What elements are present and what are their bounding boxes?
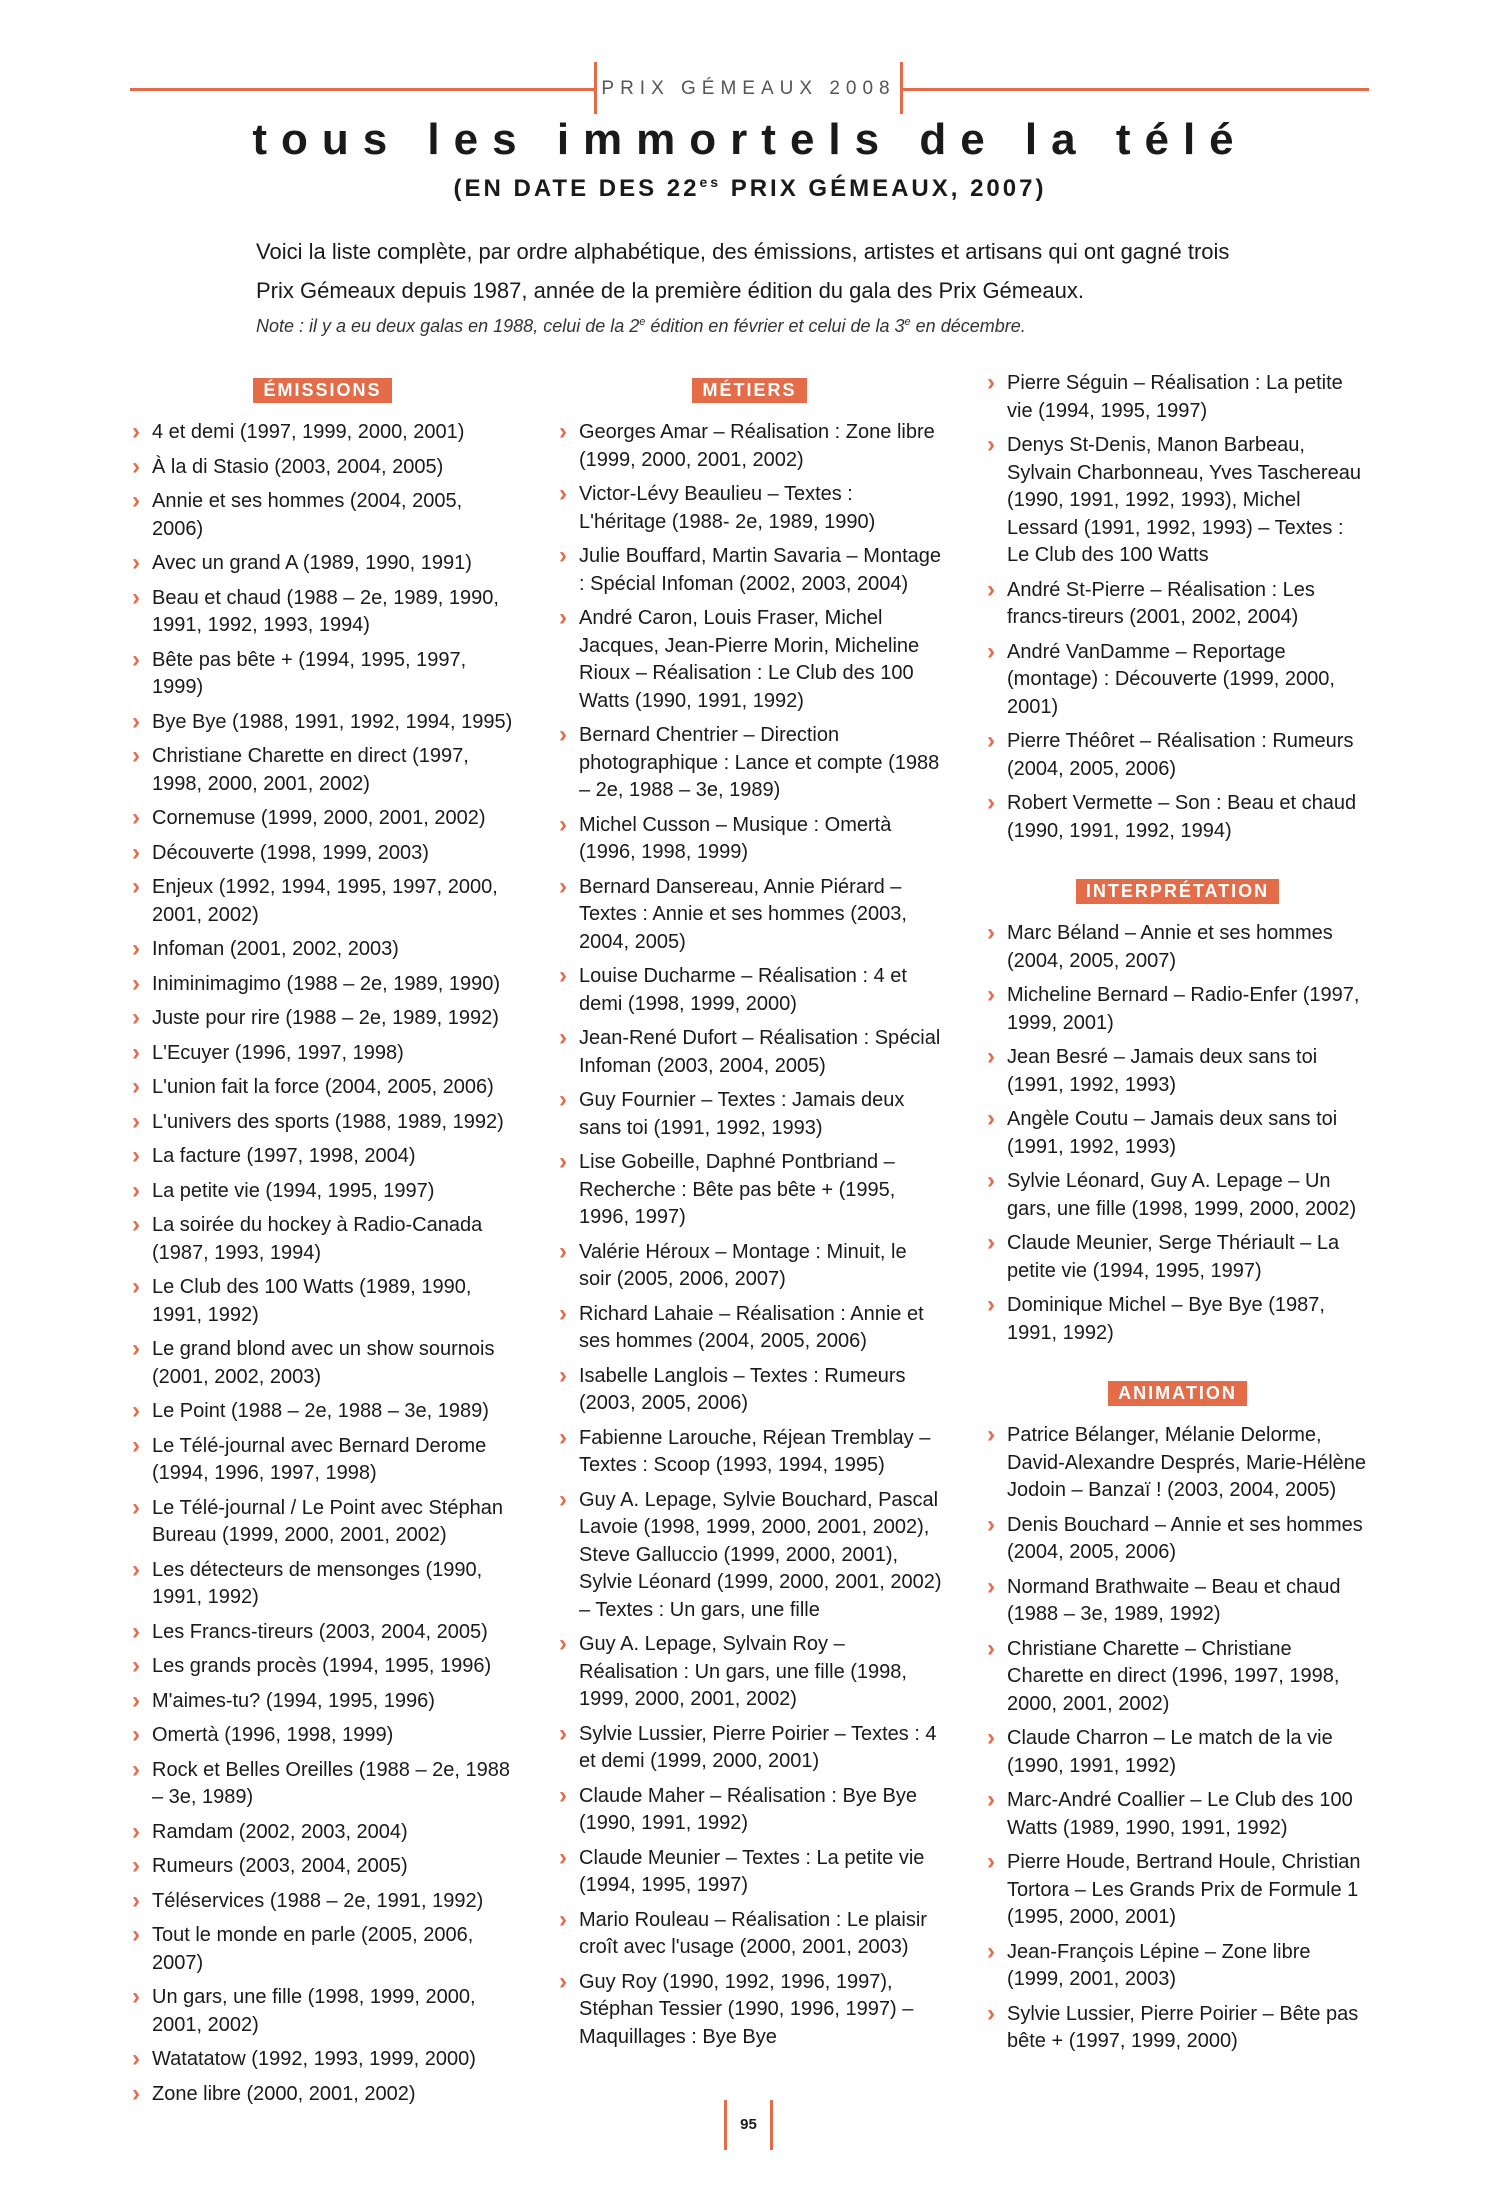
list-item: › À la di Stasio (2003, 2004, 2005): [130, 454, 515, 482]
list-item: › André VanDamme – Reportage (montage) : Découverte (1999, 2000, 2001): [985, 639, 1370, 722]
animation-list: [985, 1422, 1370, 2056]
list-item: › Bernard Chentrier – Direction photographique : Lance et compte (1988 – 2e, 1988 – 3e, 1989): [557, 722, 942, 805]
page-subtitle: [130, 174, 1370, 203]
list-item: › André St-Pierre – Réalisation : Les francs-tireurs (2001, 2002, 2004): [985, 577, 1370, 632]
column-right: [985, 370, 1370, 2063]
list-item: › Ramdam (2002, 2003, 2004): [130, 1819, 515, 1847]
page-number: 95: [740, 2116, 757, 2133]
list-item: › Denys St-Denis, Manon Barbeau, Sylvain Charbonneau, Yves Taschereau (1990, 1991, 1992, 1993), Michel Lessard (1991, 1992, 1993) – Textes : Le Club des 100 Watts: [985, 432, 1370, 570]
list-item: › Denis Bouchard – Annie et ses hommes (2004, 2005, 2006): [985, 1512, 1370, 1567]
list-item: › Julie Bouffard, Martin Savaria – Montage : Spécial Infoman (2002, 2003, 2004): [557, 543, 942, 598]
list-item: › L'univers des sports (1988, 1989, 1992): [130, 1109, 515, 1137]
list-item: › L'union fait la force (2004, 2005, 2006): [130, 1074, 515, 1102]
header-divider-right: [900, 62, 903, 114]
emissions-list: [130, 419, 515, 2108]
subtitle-superscript: es: [699, 174, 722, 190]
note-part-c: en décembre.: [910, 316, 1026, 336]
list-item: › La facture (1997, 1998, 2004): [130, 1143, 515, 1171]
section-heading-metiers: [557, 378, 942, 403]
list-item: › Claude Meunier – Textes : La petite vie (1994, 1995, 1997): [557, 1845, 942, 1900]
list-item: › Le Club des 100 Watts (1989, 1990, 1991, 1992): [130, 1274, 515, 1329]
list-item: › Fabienne Larouche, Réjean Tremblay – Textes : Scoop (1993, 1994, 1995): [557, 1425, 942, 1480]
subtitle-pre: (EN DATE DES 22: [453, 175, 700, 202]
list-item: › Georges Amar – Réalisation : Zone libre (1999, 2000, 2001, 2002): [557, 419, 942, 474]
list-item: › Valérie Héroux – Montage : Minuit, le soir (2005, 2006, 2007): [557, 1239, 942, 1294]
metiers-continued-list: [985, 370, 1370, 845]
list-item: › Téléservices (1988 – 2e, 1991, 1992): [130, 1888, 515, 1916]
list-item: › Sylvie Léonard, Guy A. Lepage – Un gars, une fille (1998, 1999, 2000, 2002): [985, 1168, 1370, 1223]
list-item: › Guy A. Lepage, Sylvie Bouchard, Pascal Lavoie (1998, 1999, 2000, 2001, 2002), Steve Galluccio (1999, 2000, 2001), Sylvie Léonard (1999, 2000, 2001, 2002) – Textes : Un gars, une fille: [557, 1487, 942, 1625]
section-label: ANIMATION: [1108, 1381, 1247, 1406]
subtitle-post: PRIX GÉMEAUX, 2007): [721, 175, 1047, 202]
column-emissions: [130, 378, 515, 2115]
list-item: › Rock et Belles Oreilles (1988 – 2e, 1988 – 3e, 1989): [130, 1757, 515, 1812]
list-item: › Victor-Lévy Beaulieu – Textes : L'héritage (1988- 2e, 1989, 1990): [557, 481, 942, 536]
list-item: › Pierre Séguin – Réalisation : La petite vie (1994, 1995, 1997): [985, 370, 1370, 425]
note-part-a: Note : il y a eu deux galas en 1988, celui de la 2: [256, 316, 640, 336]
list-item: › Richard Lahaie – Réalisation : Annie et ses hommes (2004, 2005, 2006): [557, 1301, 942, 1356]
list-item: › Zone libre (2000, 2001, 2002): [130, 2081, 515, 2109]
list-item: › Bernard Dansereau, Annie Piérard – Textes : Annie et ses hommes (2003, 2004, 2005): [557, 874, 942, 957]
list-item: › 4 et demi (1997, 1999, 2000, 2001): [130, 419, 515, 447]
running-header: PRIX GÉMEAUX 2008: [601, 78, 896, 99]
section-label: MÉTIERS: [692, 378, 806, 403]
list-item: › Le Télé-journal / Le Point avec Stéphan Bureau (1999, 2000, 2001, 2002): [130, 1495, 515, 1550]
note-part-b: édition en février et celui de la 3: [645, 316, 905, 336]
list-item: › Les grands procès (1994, 1995, 1996): [130, 1653, 515, 1681]
list-item: › Avec un grand A (1989, 1990, 1991): [130, 550, 515, 578]
list-item: › Robert Vermette – Son : Beau et chaud (1990, 1991, 1992, 1994): [985, 790, 1370, 845]
section-heading-interpretation: [985, 879, 1370, 904]
list-item: › Juste pour rire (1988 – 2e, 1989, 1992): [130, 1005, 515, 1033]
list-item: › Pierre Théôret – Réalisation : Rumeurs (2004, 2005, 2006): [985, 728, 1370, 783]
list-item: › Guy Roy (1990, 1992, 1996, 1997), Stéphan Tessier (1990, 1996, 1997) – Maquillages : Bye Bye: [557, 1969, 942, 2052]
header-rule-right: [903, 88, 1369, 91]
list-item: › Lise Gobeille, Daphné Pontbriand – Recherche : Bête pas bête + (1995, 1996, 1997): [557, 1149, 942, 1232]
list-item: › Guy A. Lepage, Sylvain Roy – Réalisation : Un gars, une fille (1998, 1999, 2000, 2001, 2002): [557, 1631, 942, 1714]
list-item: › La petite vie (1994, 1995, 1997): [130, 1178, 515, 1206]
list-item: › Patrice Bélanger, Mélanie Delorme, David-Alexandre Després, Marie-Hélène Jodoin – Banzaï ! (2003, 2004, 2005): [985, 1422, 1370, 1505]
note-sup-1: e: [639, 316, 646, 328]
list-item: › Iniminimagimo (1988 – 2e, 1989, 1990): [130, 971, 515, 999]
list-item: › La soirée du hockey à Radio-Canada (1987, 1993, 1994): [130, 1212, 515, 1267]
list-item: › Infoman (2001, 2002, 2003): [130, 936, 515, 964]
list-item: › Watatatow (1992, 1993, 1999, 2000): [130, 2046, 515, 2074]
list-item: › Le grand blond avec un show sournois (2001, 2002, 2003): [130, 1336, 515, 1391]
list-item: › Bye Bye (1988, 1991, 1992, 1994, 1995): [130, 709, 515, 737]
list-item: › Micheline Bernard – Radio-Enfer (1997, 1999, 2001): [985, 982, 1370, 1037]
list-item: › Christiane Charette – Christiane Charette en direct (1996, 1997, 1998, 2000, 2001, 2002): [985, 1636, 1370, 1719]
list-item: › Bête pas bête + (1994, 1995, 1997, 1999): [130, 647, 515, 702]
list-item: › Normand Brathwaite – Beau et chaud (1988 – 3e, 1989, 1992): [985, 1574, 1370, 1629]
list-item: › Christiane Charette en direct (1997, 1998, 2000, 2001, 2002): [130, 743, 515, 798]
intro-note: [256, 316, 1256, 337]
metiers-list: [557, 419, 942, 2051]
list-item: › Isabelle Langlois – Textes : Rumeurs (2003, 2005, 2006): [557, 1363, 942, 1418]
list-item: › Marc Béland – Annie et ses hommes (2004, 2005, 2007): [985, 920, 1370, 975]
page-title: tous les immortels de la télé: [252, 115, 1248, 164]
list-item: › Découverte (1998, 1999, 2003): [130, 840, 515, 868]
list-item: › Les Francs-tireurs (2003, 2004, 2005): [130, 1619, 515, 1647]
list-item: › L'Ecuyer (1996, 1997, 1998): [130, 1040, 515, 1068]
list-item: › Cornemuse (1999, 2000, 2001, 2002): [130, 805, 515, 833]
list-item: › Jean-René Dufort – Réalisation : Spécial Infoman (2003, 2004, 2005): [557, 1025, 942, 1080]
list-item: › Jean-François Lépine – Zone libre (1999, 2001, 2003): [985, 1939, 1370, 1994]
list-item: › Les détecteurs de mensonges (1990, 1991, 1992): [130, 1557, 515, 1612]
list-item: › Omertà (1996, 1998, 1999): [130, 1722, 515, 1750]
list-item: › Michel Cusson – Musique : Omertà (1996, 1998, 1999): [557, 812, 942, 867]
list-item: › Annie et ses hommes (2004, 2005, 2006): [130, 488, 515, 543]
list-item: › Sylvie Lussier, Pierre Poirier – Bête pas bête + (1997, 1999, 2000): [985, 2001, 1370, 2056]
section-heading-emissions: [130, 378, 515, 403]
list-item: › Rumeurs (2003, 2004, 2005): [130, 1853, 515, 1881]
list-item: › Le Point (1988 – 2e, 1988 – 3e, 1989): [130, 1398, 515, 1426]
list-item: › André Caron, Louis Fraser, Michel Jacques, Jean-Pierre Morin, Micheline Rioux – Réalisation : Le Club des 100 Watts (1990, 1991, 1992): [557, 605, 942, 715]
list-item: › Jean Besré – Jamais deux sans toi (1991, 1992, 1993): [985, 1044, 1370, 1099]
footer-divider-right: [770, 2100, 773, 2150]
list-item: › Claude Charron – Le match de la vie (1990, 1991, 1992): [985, 1725, 1370, 1780]
list-item: › Un gars, une fille (1998, 1999, 2000, 2001, 2002): [130, 1984, 515, 2039]
section-label: INTERPRÉTATION: [1076, 879, 1279, 904]
list-item: › Enjeux (1992, 1994, 1995, 1997, 2000, 2001, 2002): [130, 874, 515, 929]
interpretation-list: [985, 920, 1370, 1347]
intro-paragraph: Voici la liste complète, par ordre alphabétique, des émissions, artistes et artisans qui ont gagné trois Prix Gémeaux depuis 1987, année de la première édition du gala des Prix Gémeaux.: [256, 239, 1230, 303]
list-item: › Louise Ducharme – Réalisation : 4 et demi (1998, 1999, 2000): [557, 963, 942, 1018]
list-item: › Tout le monde en parle (2005, 2006, 2007): [130, 1922, 515, 1977]
note-sup-2: e: [904, 316, 911, 328]
list-item: › M'aimes-tu? (1994, 1995, 1996): [130, 1688, 515, 1716]
column-metiers: [557, 378, 942, 2058]
list-item: › Pierre Houde, Bertrand Houle, Christian Tortora – Les Grands Prix de Formule 1 (1995, 2000, 2001): [985, 1849, 1370, 1932]
list-item: › Marc-André Coallier – Le Club des 100 Watts (1989, 1990, 1991, 1992): [985, 1787, 1370, 1842]
list-item: › Le Télé-journal avec Bernard Derome (1994, 1996, 1997, 1998): [130, 1433, 515, 1488]
list-item: › Claude Maher – Réalisation : Bye Bye (1990, 1991, 1992): [557, 1783, 942, 1838]
list-item: › Claude Meunier, Serge Thériault – La petite vie (1994, 1995, 1997): [985, 1230, 1370, 1285]
list-item: › Dominique Michel – Bye Bye (1987, 1991, 1992): [985, 1292, 1370, 1347]
section-heading-animation: [985, 1381, 1370, 1406]
list-item: › Sylvie Lussier, Pierre Poirier – Textes : 4 et demi (1999, 2000, 2001): [557, 1721, 942, 1776]
list-item: › Guy Fournier – Textes : Jamais deux sans toi (1991, 1992, 1993): [557, 1087, 942, 1142]
list-item: › Mario Rouleau – Réalisation : Le plaisir croît avec l'usage (2000, 2001, 2003): [557, 1907, 942, 1962]
list-item: › Beau et chaud (1988 – 2e, 1989, 1990, 1991, 1992, 1993, 1994): [130, 585, 515, 640]
list-item: › Angèle Coutu – Jamais deux sans toi (1991, 1992, 1993): [985, 1106, 1370, 1161]
header-rule-left: [130, 88, 594, 91]
section-label: ÉMISSIONS: [253, 378, 391, 403]
